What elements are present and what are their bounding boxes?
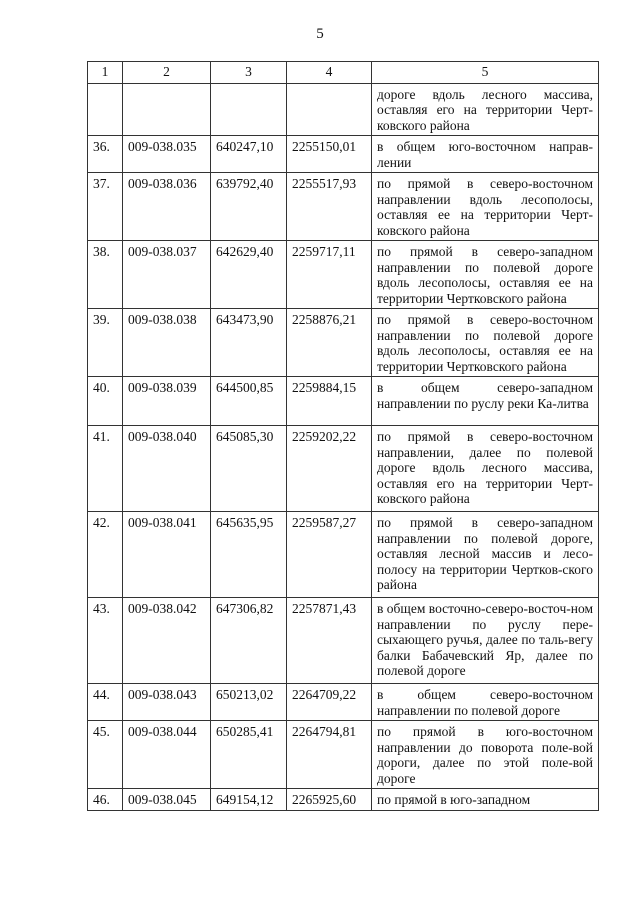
table-row [88,309,599,377]
column-header: 2 [123,62,211,84]
table-row [88,83,599,136]
x-coordinate-cell: 643473,90 [211,309,287,377]
y-coordinate-cell: 2265925,60 [287,789,372,811]
description-cell: в общем восточно-северо-восточ-ном направлении по руслу пере-сыхающего ручья, далее по таль-вегу балки Бабачевский Яр, далее по полевой дороге [372,598,599,684]
row-number-cell: 46. [88,789,123,811]
y-coordinate-cell: 2257871,43 [287,598,372,684]
description-cell: в общем северо-восточном направлении по полевой дороге [372,684,599,721]
table-row [88,377,599,426]
row-number-cell: 40. [88,377,123,426]
point-code-cell: 009-038.035 [123,136,211,173]
point-code-cell: 009-038.039 [123,377,211,426]
description-cell: по прямой в юго-восточном направлении до поворота поле-вой дороги, далее по этой поле-вой дороге [372,721,599,789]
y-coordinate-cell: 2258876,21 [287,309,372,377]
row-number-cell: 44. [88,684,123,721]
row-number-cell [88,83,123,136]
table-row [88,598,599,684]
point-code-cell: 009-038.041 [123,512,211,598]
point-code-cell: 009-038.040 [123,426,211,512]
x-coordinate-cell: 640247,10 [211,136,287,173]
table-row [88,684,599,721]
point-code-cell: 009-038.042 [123,598,211,684]
y-coordinate-cell: 2255517,93 [287,173,372,241]
table-body [88,62,599,811]
x-coordinate-cell: 644500,85 [211,377,287,426]
column-header: 5 [372,62,599,84]
x-coordinate-cell: 639792,40 [211,173,287,241]
x-coordinate-cell: 645635,95 [211,512,287,598]
point-code-cell: 009-038.037 [123,241,211,309]
x-coordinate-cell: 642629,40 [211,241,287,309]
page-number: 5 [316,26,324,42]
description-cell: по прямой в северо-восточном направлении вдоль лесополосы, оставляя ее на территории Черт-ковского района [372,173,599,241]
x-coordinate-cell: 647306,82 [211,598,287,684]
column-header: 4 [287,62,372,84]
point-code-cell: 009-038.044 [123,721,211,789]
y-coordinate-cell: 2259717,11 [287,241,372,309]
row-number-cell: 39. [88,309,123,377]
point-code-cell: 009-038.045 [123,789,211,811]
y-coordinate-cell [287,83,372,136]
y-coordinate-cell: 2264794,81 [287,721,372,789]
description-cell: по прямой в юго-западном [372,789,599,811]
column-header: 1 [88,62,123,84]
x-coordinate-cell: 649154,12 [211,789,287,811]
x-coordinate-cell: 650213,02 [211,684,287,721]
point-code-cell: 009-038.036 [123,173,211,241]
description-cell: по прямой в северо-западном направлении по полевой дороге вдоль лесополосы, оставляя ее на территории Чертковского района [372,241,599,309]
point-code-cell [123,83,211,136]
row-number-cell: 37. [88,173,123,241]
x-coordinate-cell: 645085,30 [211,426,287,512]
row-number-cell: 36. [88,136,123,173]
table-row [88,173,599,241]
table-row [88,426,599,512]
row-number-cell: 45. [88,721,123,789]
y-coordinate-cell: 2259587,27 [287,512,372,598]
y-coordinate-cell: 2259202,22 [287,426,372,512]
table-row [88,789,599,811]
description-cell: дороге вдоль лесного массива, оставляя его на территории Черт-ковского района [372,83,599,136]
description-cell: по прямой в северо-восточном направлении, далее по полевой дороге вдоль лесного массива, оставляя его на территории Черт-ковского района [372,426,599,512]
description-cell: в общем юго-восточном направ-лении [372,136,599,173]
row-number-cell: 38. [88,241,123,309]
description-cell: по прямой в северо-восточном направлении по полевой дороге вдоль лесополосы, оставляя ее на территории Чертковского района [372,309,599,377]
table-row [88,512,599,598]
row-number-cell: 41. [88,426,123,512]
point-code-cell: 009-038.043 [123,684,211,721]
x-coordinate-cell [211,83,287,136]
y-coordinate-cell: 2264709,22 [287,684,372,721]
coordinates-table [87,61,599,811]
table-row [88,721,599,789]
table-row [88,136,599,173]
row-number-cell: 43. [88,598,123,684]
column-header: 3 [211,62,287,84]
x-coordinate-cell: 650285,41 [211,721,287,789]
y-coordinate-cell: 2255150,01 [287,136,372,173]
description-cell: по прямой в северо-западном направлении по полевой дороге, оставляя лесной массив и лесо-полосу на территории Чертков-ского района [372,512,599,598]
description-cell: в общем северо-западном направлении по руслу реки Ка-литва [372,377,599,426]
table-row [88,241,599,309]
row-number-cell: 42. [88,512,123,598]
table-header-row [88,62,599,84]
point-code-cell: 009-038.038 [123,309,211,377]
y-coordinate-cell: 2259884,15 [287,377,372,426]
